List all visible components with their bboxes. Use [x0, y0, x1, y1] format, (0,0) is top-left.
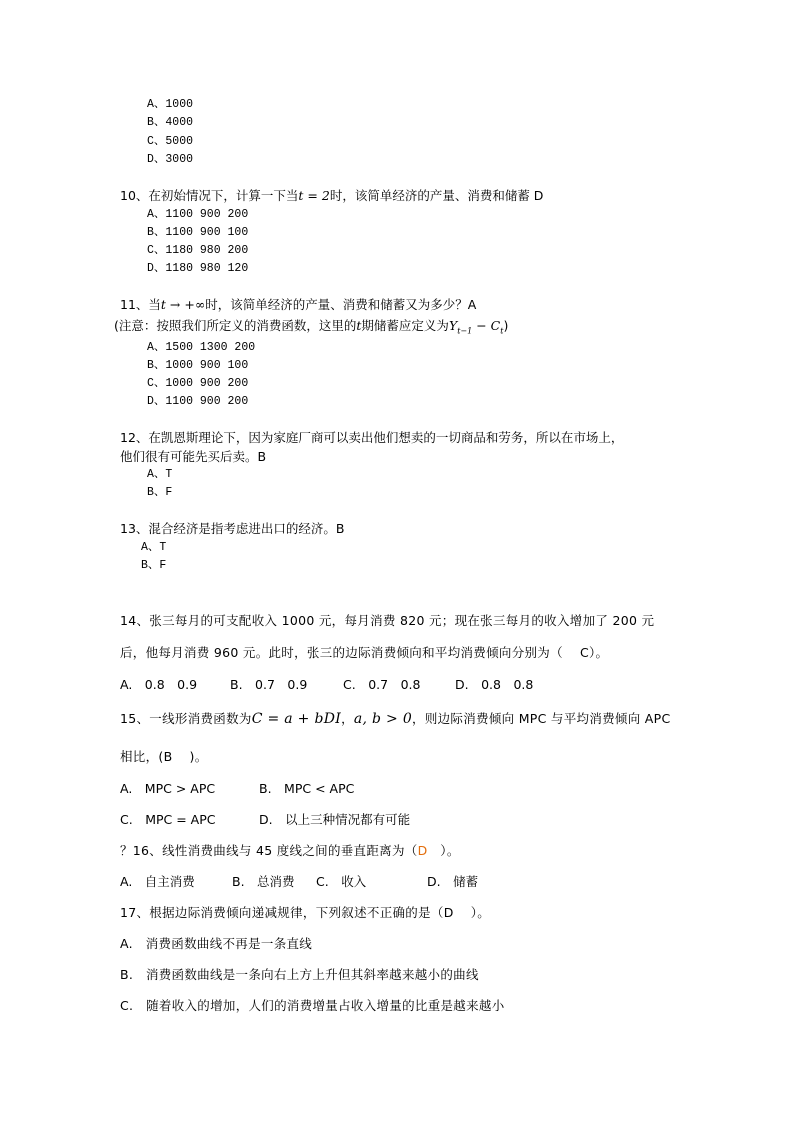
q11-math: t → +∞: [160, 297, 206, 312]
q15-math-condition: a, b > 0: [353, 711, 413, 727]
q11-option-d: D、1100 900 200: [147, 395, 249, 408]
q12-question-line1: 12、在凯恩斯理论下，因为家庭厂商可以卖出他们想卖的一切商品和劳务，所以在市场上，: [120, 430, 624, 445]
q12-option-b: B、F: [147, 486, 173, 499]
q10-question: [120, 188, 543, 204]
q14-question-line2: 后，他每月消费 960 元。此时，张三的边际消费倾向和平均消费倾向分别为（ C）。: [120, 645, 609, 660]
q10-option-a: A、1100 900 200: [147, 208, 249, 221]
q16-option-a: A. 自主消费: [120, 874, 195, 889]
q13-option-b: B、F: [141, 559, 167, 572]
q16-answer: D: [417, 843, 428, 858]
q11-note-math-c: C: [490, 318, 501, 333]
q15-option-c: C. MPC = APC: [120, 812, 216, 827]
q9-option-c: C、5000: [147, 135, 194, 148]
q11-question: [120, 297, 476, 313]
q10-text-post: 时，该简单经济的产量、消费和储蓄 D: [329, 188, 544, 203]
q16-text-pre: ？16、线性消费曲线与 45 度线之间的垂直距离为（: [120, 843, 418, 858]
q9-option-a: A、1000: [147, 98, 194, 111]
q11-note-math-t: t: [356, 318, 362, 333]
q9-option-b: B、4000: [147, 116, 194, 129]
q15-text-mid: ，: [341, 711, 354, 726]
q16-question: [120, 843, 460, 859]
q13-question: 13、混合经济是指考虑进出口的经济。B: [120, 521, 345, 536]
q15-question-line1: [120, 711, 671, 727]
q15-question-line2: 相比，(B )。: [120, 749, 208, 764]
q15-math-function: C = a + bDI: [251, 711, 342, 727]
q17-question: 17、根据边际消费倾向递减规律，下列叙述不正确的是（D ）。: [120, 905, 491, 920]
q11-note-mid: 期储蓄应定义为: [361, 318, 449, 333]
q11-text-pre: 11、当: [120, 297, 161, 312]
q11-note-sub-y: t−1: [457, 326, 473, 336]
q10-text-pre: 10、在初始情况下，计算一下当: [120, 188, 299, 203]
q11-text-post: 时，该简单经济的产量、消费和储蓄又为多少？A: [205, 297, 477, 312]
q10-option-d: D、1180 980 120: [147, 262, 249, 275]
q11-note-pre: (注意：按照我们所定义的消费函数，这里的: [114, 318, 357, 333]
q16-option-b: B. 总消费: [232, 874, 295, 889]
q15-text-pre: 15、一线形消费函数为: [120, 711, 252, 726]
q17-option-c: C. 随着收入的增加，人们的消费增量占收入增量的比重是越来越小: [120, 998, 505, 1013]
q11-note-math-y: Y: [448, 318, 458, 333]
q12-question-line2: 他们很有可能先买后卖。B: [120, 449, 267, 464]
q13-option-a: A、T: [141, 541, 167, 554]
q14-option-c: C. 0.7 0.8: [343, 677, 421, 692]
q15-text-post: ，则边际消费倾向 MPC 与平均消费倾向 APC: [412, 711, 671, 726]
q17-option-a: A. 消费函数曲线不再是一条直线: [120, 936, 313, 951]
q9-option-d: D、3000: [147, 153, 194, 166]
q14-option-d: D. 0.8 0.8: [455, 677, 534, 692]
q10-option-b: B、1100 900 100: [147, 226, 249, 239]
q17-option-b: B. 消费函数曲线是一条向右上方上升但其斜率越来越小的曲线: [120, 967, 479, 982]
q15-option-d: D. 以上三种情况都有可能: [259, 812, 411, 827]
q11-option-b: B、1000 900 100: [147, 359, 249, 372]
q16-option-d: D. 储蓄: [427, 874, 479, 889]
q16-text-post: ）。: [427, 843, 460, 858]
q16-option-c: C. 收入: [316, 874, 367, 889]
q11-note-minus: −: [472, 318, 491, 333]
q14-option-a: A. 0.8 0.9: [120, 677, 198, 692]
q14-option-b: B. 0.7 0.9: [230, 677, 308, 692]
q11-option-a: A、1500 1300 200: [147, 341, 256, 354]
q15-option-a: A. MPC > APC: [120, 781, 216, 796]
q11-note: [114, 318, 508, 340]
q15-option-b: B. MPC < APC: [259, 781, 355, 796]
q11-note-sub-c: t: [500, 326, 504, 336]
q14-question-line1: 14、张三每月的可支配收入 1000 元，每月消费 820 元；现在张三每月的收入增加了 200 元: [120, 613, 655, 628]
q12-option-a: A、T: [147, 468, 173, 481]
q11-note-post: ): [503, 318, 509, 333]
q10-option-c: C、1180 980 200: [147, 244, 249, 257]
q11-option-c: C、1000 900 200: [147, 377, 249, 390]
q10-math: t = 2: [298, 188, 330, 203]
